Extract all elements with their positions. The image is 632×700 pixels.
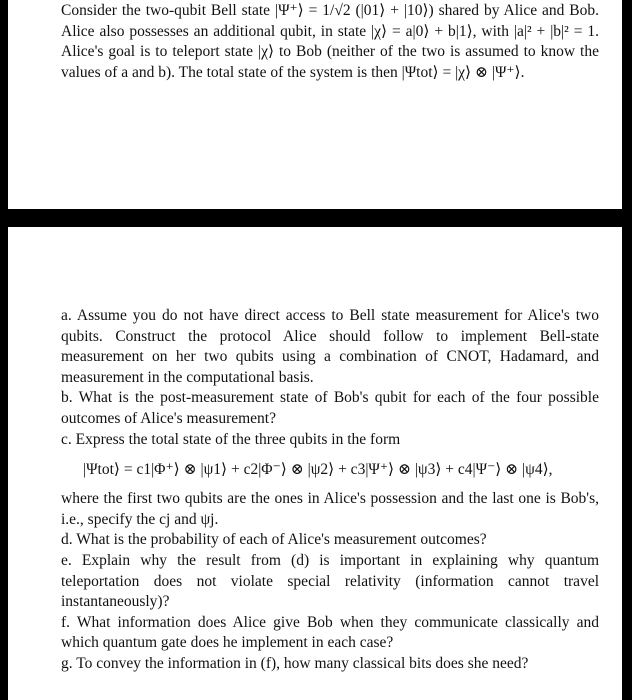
- question-b: b. What is the post-measurement state of Bob's qubit for each of the four possible outcomes of Alice's measurement?: [61, 389, 599, 427]
- question-f: f. What information does Alice give Bob when they communicate classically and which quantum gate does he implement in each case?: [61, 613, 599, 652]
- question-g: g. To convey the information in (f), how many classical bits does she need?: [61, 654, 529, 672]
- total-state-equation: |Ψtot⟩ = c1|Φ⁺⟩ ⊗ |ψ1⟩ + c2|Φ⁻⟩ ⊗ |ψ2⟩ + c3|Ψ⁺⟩ ⊗ |ψ3⟩ + c4|Ψ⁻⟩ ⊗ |ψ4⟩,: [83, 461, 553, 479]
- question-e: e. Explain why the result from (d) is important in explaining why quantum teleportation does not violate special relativity (information cannot travel instantaneously)?: [61, 551, 599, 611]
- question-d: d. What is the probability of each of Alice's measurement outcomes?: [61, 531, 487, 549]
- question-list: [8, 306, 622, 675]
- intro-panel: [8, 0, 622, 209]
- intro-paragraph: Consider the two-qubit Bell state |Ψ⁺⟩ = 1/√2 (|01⟩ + |10⟩) shared by Alice and Bob. Alice also possesses an additional qubit, in state |χ⟩ = a|0⟩ + b|1⟩, with |a|² + |b|² = 1. Alice's goal is to teleport state |χ⟩ to Bob (neither of the two is assumed to know the values of a and b). The total state of the system is then |Ψtot⟩ = |χ⟩ ⊗ |Ψ⁺⟩.: [61, 2, 599, 81]
- question-c-explanation: where the first two qubits are the ones in Alice's possession and the last one is Bob's, i.e., specify the cj and ψj.: [61, 490, 599, 528]
- questions-panel: [8, 227, 622, 700]
- question-c: c. Express the total state of the three qubits in the form: [61, 430, 401, 448]
- question-a: a. Assume you do not have direct access to Bell state measurement for Alice's two qubits. Construct the protocol Alice should follow to implement Bell-state measurement on her two qubits using a combination of CNOT, Hadamard, and measurement in the computational basis.: [61, 307, 599, 386]
